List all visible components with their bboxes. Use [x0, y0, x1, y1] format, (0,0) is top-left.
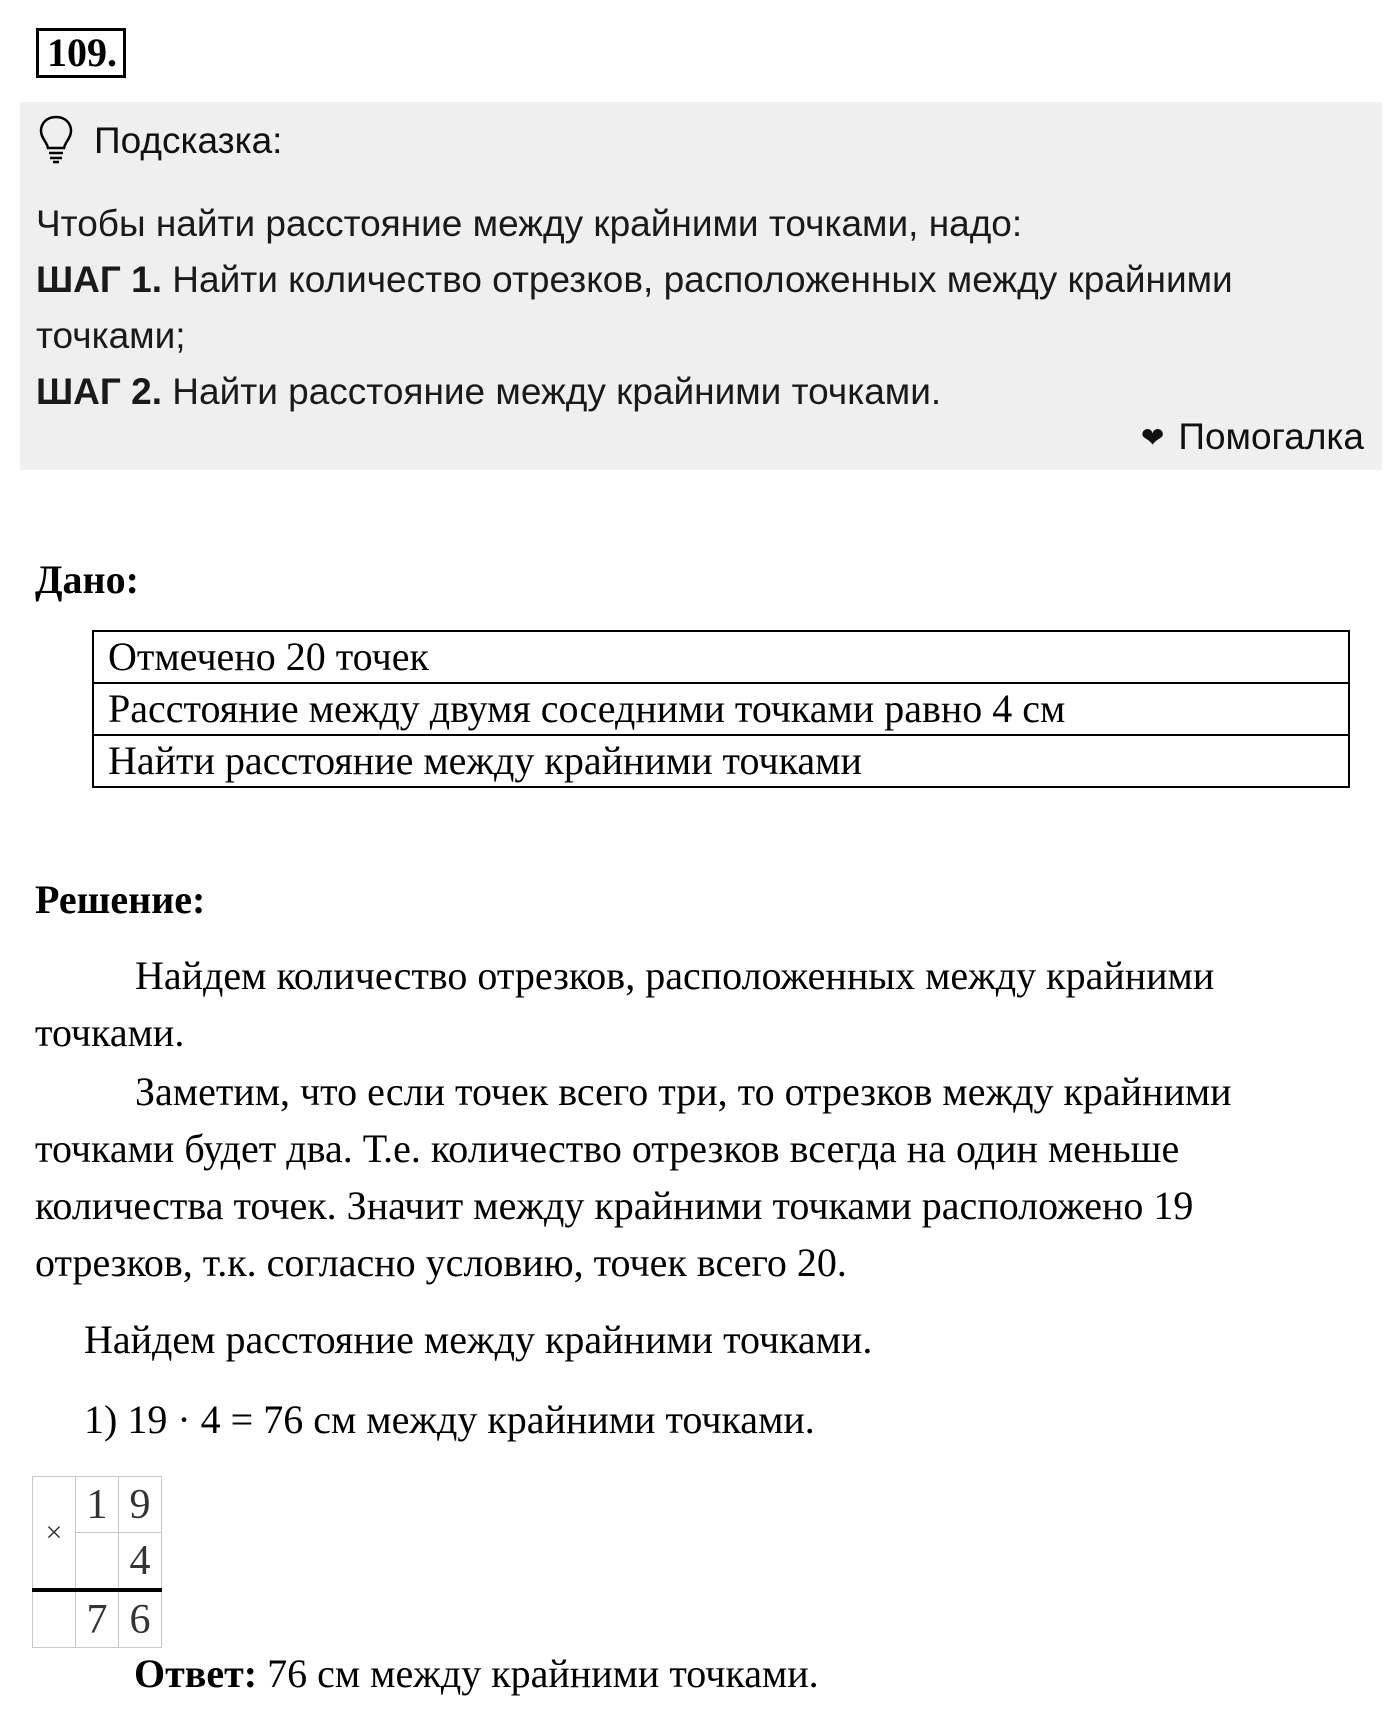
hint-footer-label: Помогалка	[1178, 416, 1364, 457]
mult-cell: 4	[119, 1533, 162, 1591]
solution-heading: Решение:	[35, 877, 206, 922]
hint-intro: Чтобы найти расстояние между крайними точками, надо:	[36, 203, 1023, 244]
answer-text: 76 см между крайними точками.	[257, 1651, 819, 1696]
hint-step-2-text: Найти расстояние между крайними точками.	[162, 371, 942, 412]
given-row-2: Расстояние между двумя соседними точками равно 4 см	[93, 683, 1349, 735]
given-table	[92, 630, 1350, 788]
hint-step-1-text: Найти количество отрезков, расположенных между крайними точками;	[36, 259, 1233, 356]
task-number: 109.	[36, 28, 126, 78]
hint-text	[36, 196, 1356, 420]
multiply-sign: ×	[33, 1477, 76, 1591]
given-heading: Дано:	[35, 557, 139, 602]
column-multiplication	[32, 1476, 162, 1648]
solution-step-intro: Найдем расстояние между крайними точками.	[84, 1317, 873, 1362]
mult-cell	[33, 1590, 76, 1648]
answer	[134, 1650, 819, 1697]
table-row	[93, 683, 1349, 735]
table-row	[93, 631, 1349, 683]
mult-cell: 6	[119, 1590, 162, 1648]
solution-paragraph-2: Заметим, что если точек всего три, то отрезков между крайними точками будет два. Т.е. количество отрезков всегда на один меньше количества точек. Значит между крайними точками расположено 19 отрезков, т.к. согласно условию, точек всего 20.	[35, 1069, 1232, 1285]
hint-step-1-label: ШАГ 1.	[36, 259, 163, 300]
hint-step-1	[36, 252, 1356, 364]
answer-label: Ответ:	[134, 1651, 258, 1696]
solution-paragraph-1: Найдем количество отрезков, расположенных между крайними точками.	[35, 953, 1215, 1055]
lightbulb-icon	[38, 114, 74, 169]
hint-step-2	[36, 364, 1356, 420]
mult-cell: 9	[119, 1477, 162, 1533]
hint-title: Подсказка:	[94, 120, 283, 161]
hint-header	[38, 116, 282, 166]
table-row	[93, 735, 1349, 787]
heart-icon: ❤	[1140, 421, 1165, 453]
mult-cell: 7	[76, 1590, 119, 1648]
given-row-3: Найти расстояние между крайними точками	[93, 735, 1349, 787]
mult-cell	[76, 1533, 119, 1591]
mult-cell: 1	[76, 1477, 119, 1533]
hint-footer[interactable]	[1141, 416, 1364, 458]
hint-step-2-label: ШАГ 2.	[36, 371, 163, 412]
solution-text	[35, 947, 1335, 1291]
solution-step-1: 1) 19 · 4 = 76 см между крайними точками.	[84, 1397, 815, 1442]
given-row-1: Отмечено 20 точек	[93, 631, 1349, 683]
hint-box	[20, 102, 1382, 470]
